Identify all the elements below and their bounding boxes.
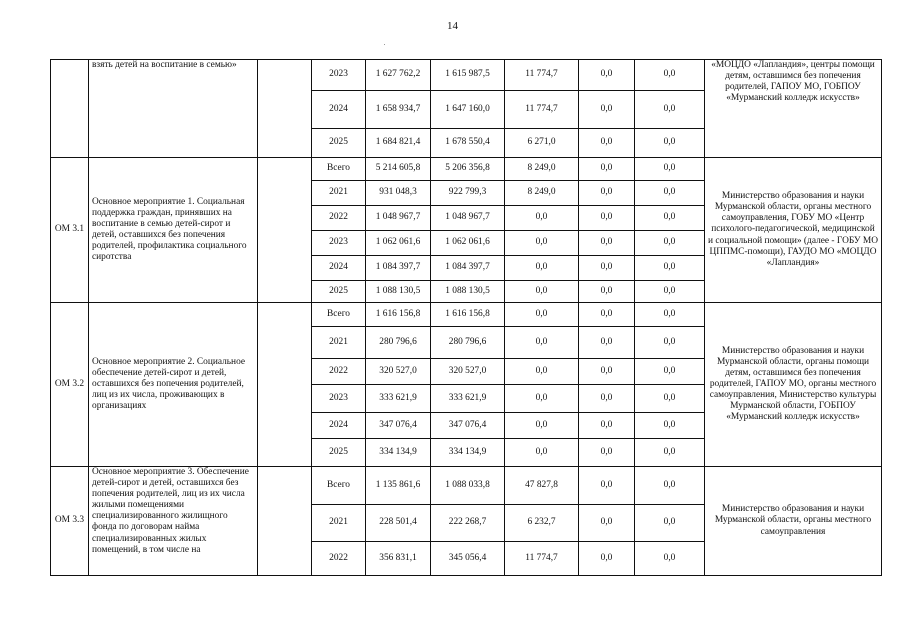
value-cell: 1 088 033,8 xyxy=(431,467,505,505)
value-cell: 922 799,3 xyxy=(431,181,505,206)
value-cell: 0,0 xyxy=(505,281,579,303)
value-cell: 47 827,8 xyxy=(505,467,579,505)
year-cell: 2025 xyxy=(312,281,366,303)
year-cell: Всего xyxy=(312,303,366,327)
empty-cell xyxy=(258,303,312,467)
value-cell: 1 084 397,7 xyxy=(431,256,505,281)
value-cell: 0,0 xyxy=(635,91,705,129)
value-cell: 1 684 821,4 xyxy=(366,129,431,158)
empty-cell xyxy=(258,467,312,576)
value-cell: 0,0 xyxy=(635,385,705,413)
page-number: 14 xyxy=(447,20,458,32)
value-cell: 0,0 xyxy=(505,256,579,281)
value-cell: 0,0 xyxy=(505,359,579,385)
value-cell: 5 214 605,8 xyxy=(366,158,431,181)
value-cell: 6 232,7 xyxy=(505,505,579,542)
value-cell: 1 062 061,6 xyxy=(431,231,505,256)
value-cell: 0,0 xyxy=(635,467,705,505)
executors-cell: Министерство образования и науки Мурманской области, органы помощи детям, оставшимся без попечения родителей, ГАПОУ МО, органы местного самоуправления, Министерство культуры Мурманской области, ГОБПОУ «Мурманский колледж искусств» xyxy=(705,303,882,467)
value-cell: 0,0 xyxy=(635,413,705,439)
value-cell: 0,0 xyxy=(635,505,705,542)
value-cell: 334 134,9 xyxy=(366,439,431,467)
value-cell: 5 206 356,8 xyxy=(431,158,505,181)
measure-code: ОМ 3.2 xyxy=(51,303,89,467)
value-cell: 0,0 xyxy=(579,91,635,129)
value-cell: 333 621,9 xyxy=(431,385,505,413)
value-cell: 347 076,4 xyxy=(431,413,505,439)
year-cell: 2023 xyxy=(312,385,366,413)
table-body xyxy=(51,60,882,576)
value-cell: 320 527,0 xyxy=(366,359,431,385)
year-cell: 2023 xyxy=(312,60,366,91)
value-cell: 0,0 xyxy=(635,281,705,303)
empty-cell xyxy=(258,60,312,158)
value-cell: 1 048 967,7 xyxy=(366,206,431,231)
value-cell: 8 249,0 xyxy=(505,158,579,181)
value-cell: 931 048,3 xyxy=(366,181,431,206)
value-cell: 0,0 xyxy=(635,303,705,327)
value-cell: 0,0 xyxy=(579,158,635,181)
table-row xyxy=(51,467,882,505)
year-cell: Всего xyxy=(312,158,366,181)
table-row xyxy=(51,303,882,327)
value-cell: 222 268,7 xyxy=(431,505,505,542)
value-cell: 1 658 934,7 xyxy=(366,91,431,129)
value-cell: 0,0 xyxy=(635,256,705,281)
value-cell: 333 621,9 xyxy=(366,385,431,413)
value-cell: 0,0 xyxy=(635,129,705,158)
value-cell: 1 048 967,7 xyxy=(431,206,505,231)
value-cell: 1 647 160,0 xyxy=(431,91,505,129)
value-cell: 0,0 xyxy=(635,231,705,256)
year-cell: Всего xyxy=(312,467,366,505)
value-cell: 0,0 xyxy=(579,439,635,467)
value-cell: 11 774,7 xyxy=(505,542,579,576)
value-cell: 0,0 xyxy=(635,158,705,181)
value-cell: 1 616 156,8 xyxy=(366,303,431,327)
value-cell: 280 796,6 xyxy=(431,327,505,359)
value-cell: 0,0 xyxy=(579,129,635,158)
value-cell: 0,0 xyxy=(635,327,705,359)
year-cell: 2023 xyxy=(312,231,366,256)
value-cell: 228 501,4 xyxy=(366,505,431,542)
measure-description: Основное мероприятие 3. Обеспечение детей-сирот и детей, оставшихся без попечения родителей, лиц из их числа жилыми помещениями специализированного жилищного фонда по договорам найма специализированных жилых помещений, в том числе на xyxy=(89,467,258,576)
year-cell: 2022 xyxy=(312,359,366,385)
value-cell: 1 088 130,5 xyxy=(431,281,505,303)
year-cell: 2021 xyxy=(312,181,366,206)
measure-code xyxy=(51,60,89,158)
value-cell: 0,0 xyxy=(505,231,579,256)
value-cell: 0,0 xyxy=(579,60,635,91)
year-cell: 2025 xyxy=(312,439,366,467)
value-cell: 11 774,7 xyxy=(505,60,579,91)
value-cell: 0,0 xyxy=(579,181,635,206)
value-cell: 0,0 xyxy=(635,359,705,385)
measure-code: ОМ 3.3 xyxy=(51,467,89,576)
value-cell: 0,0 xyxy=(635,206,705,231)
year-cell: 2022 xyxy=(312,542,366,576)
value-cell: 0,0 xyxy=(579,256,635,281)
value-cell: 334 134,9 xyxy=(431,439,505,467)
value-cell: 0,0 xyxy=(505,303,579,327)
value-cell: 0,0 xyxy=(579,542,635,576)
value-cell: 0,0 xyxy=(505,385,579,413)
value-cell: 0,0 xyxy=(579,413,635,439)
value-cell: 1 678 550,4 xyxy=(431,129,505,158)
year-cell: 2024 xyxy=(312,256,366,281)
value-cell: 1 135 861,6 xyxy=(366,467,431,505)
value-cell: 0,0 xyxy=(579,505,635,542)
measure-description: взять детей на воспитание в семью» xyxy=(89,60,258,158)
value-cell: 320 527,0 xyxy=(431,359,505,385)
measure-description: Основное мероприятие 1. Социальная поддержка граждан, принявших на воспитание в семью детей-сирот и детей, оставшихся без попечения родителей, профилактика социального сиротства xyxy=(89,158,258,303)
value-cell: 8 249,0 xyxy=(505,181,579,206)
value-cell: 0,0 xyxy=(579,467,635,505)
scan-speck xyxy=(384,44,385,45)
year-cell: 2021 xyxy=(312,327,366,359)
year-cell: 2024 xyxy=(312,413,366,439)
executors-cell: Министерство образования и науки Мурманской области, органы местного самоуправления xyxy=(705,467,882,576)
value-cell: 1 084 397,7 xyxy=(366,256,431,281)
year-cell: 2024 xyxy=(312,91,366,129)
value-cell: 1 088 130,5 xyxy=(366,281,431,303)
value-cell: 0,0 xyxy=(635,542,705,576)
value-cell: 345 056,4 xyxy=(431,542,505,576)
value-cell: 0,0 xyxy=(635,60,705,91)
executors-cell: «МОЦДО «Лапландия», центры помощи детям, оставшимся без попечения родителей, ГАПОУ МО, ГОБПОУ «Мурманский колледж искусств» xyxy=(705,60,882,158)
executors-cell: Министерство образования и науки Мурманской области, органы местного самоуправления, ГОБУ МО «Центр психолого-педагогической, медицинской и социальной помощи» (далее - ГОБУ МО ЦППМС-помощи), ГАУДО МО «МОЦДО «Лапландия» xyxy=(705,158,882,303)
value-cell: 1 615 987,5 xyxy=(431,60,505,91)
value-cell: 1 616 156,8 xyxy=(431,303,505,327)
empty-cell xyxy=(258,158,312,303)
value-cell: 0,0 xyxy=(635,439,705,467)
value-cell: 0,0 xyxy=(579,385,635,413)
year-cell: 2021 xyxy=(312,505,366,542)
measure-description: Основное мероприятие 2. Социальное обеспечение детей-сирот и детей, оставшихся без попечения родителей, лиц из их числа, проживающих в организациях xyxy=(89,303,258,467)
value-cell: 0,0 xyxy=(579,231,635,256)
value-cell: 0,0 xyxy=(505,439,579,467)
year-cell: 2022 xyxy=(312,206,366,231)
value-cell: 0,0 xyxy=(579,359,635,385)
value-cell: 0,0 xyxy=(579,303,635,327)
year-cell: 2025 xyxy=(312,129,366,158)
value-cell: 0,0 xyxy=(579,206,635,231)
value-cell: 6 271,0 xyxy=(505,129,579,158)
value-cell: 347 076,4 xyxy=(366,413,431,439)
value-cell: 0,0 xyxy=(505,413,579,439)
table-row xyxy=(51,158,882,181)
program-table xyxy=(50,59,882,576)
value-cell: 280 796,6 xyxy=(366,327,431,359)
value-cell: 1 062 061,6 xyxy=(366,231,431,256)
value-cell: 356 831,1 xyxy=(366,542,431,576)
value-cell: 0,0 xyxy=(635,181,705,206)
value-cell: 1 627 762,2 xyxy=(366,60,431,91)
value-cell: 0,0 xyxy=(579,327,635,359)
value-cell: 0,0 xyxy=(505,206,579,231)
measure-code: ОМ 3.1 xyxy=(51,158,89,303)
table-row xyxy=(51,60,882,91)
value-cell: 0,0 xyxy=(579,281,635,303)
value-cell: 0,0 xyxy=(505,327,579,359)
value-cell: 11 774,7 xyxy=(505,91,579,129)
